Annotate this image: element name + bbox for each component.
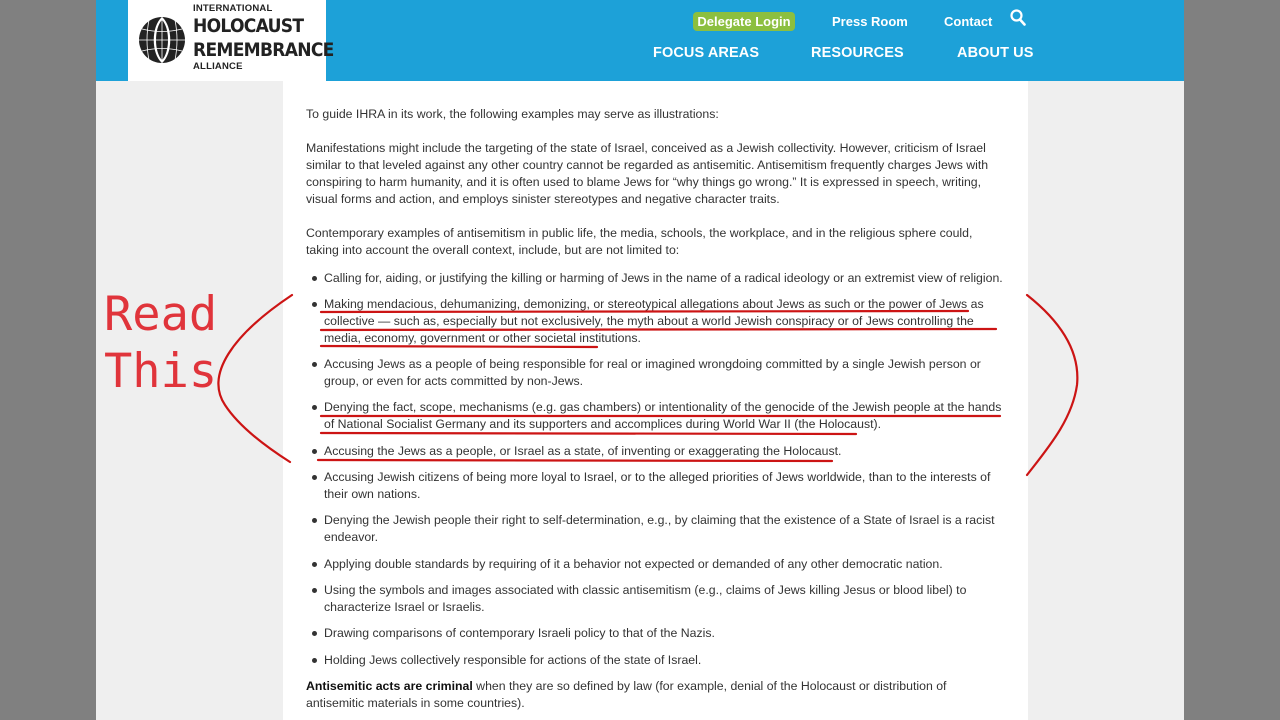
example-text: Accusing Jews as a people of being responsible for real or imagined wrongdoing committed by a single Jewish person or group, or even for acts committed by non-Jews. bbox=[324, 357, 981, 388]
logo-line-international: INTERNATIONAL bbox=[193, 3, 273, 14]
bullet bbox=[312, 362, 317, 367]
bullet bbox=[312, 588, 317, 593]
bullet bbox=[312, 658, 317, 663]
example-text: Accusing Jewish citizens of being more loyal to Israel, or to the alleged priorities of Jews worldwide, than to the interests of their own nations. bbox=[324, 470, 991, 501]
logo-text bbox=[193, 4, 349, 71]
press-room-link[interactable]: Press Room bbox=[832, 14, 908, 29]
manifestations-paragraph: Manifestations might include the targeting of the state of Israel, conceived as a Jewish collectivity. However, criticism of Israel similar to that leveled against any other country cannot be regarded as antisemitic. Antisemitism frequently charges Jews with conspiring to harm humanity, and it is often used to blame Jews for “why things go wrong.” It is expressed in speech, writing, visual forms and action, and employs sinister stereotypes and negative character traits. bbox=[306, 141, 989, 206]
bullet bbox=[312, 449, 317, 454]
intro-paragraph: To guide IHRA in its work, the following examples may serve as illustrations: bbox=[306, 107, 719, 121]
search-icon[interactable] bbox=[1010, 9, 1026, 27]
bullet bbox=[312, 562, 317, 567]
ihra-logo[interactable] bbox=[128, 0, 334, 81]
bullet bbox=[312, 475, 317, 480]
example-text: Drawing comparisons of contemporary Israeli policy to that of the Nazis. bbox=[324, 626, 715, 640]
example-text: Accusing the Jews as a people, or Israel as a state, of inventing or exaggerating the Holocaust. bbox=[324, 444, 842, 458]
globe-logo-icon bbox=[137, 16, 187, 64]
bullet bbox=[312, 405, 317, 410]
example-text: Calling for, aiding, or justifying the killing or harming of Jews in the name of a radical ideology or an extremist view of religion. bbox=[324, 271, 1003, 285]
nav-focus-areas[interactable]: FOCUS AREAS bbox=[653, 45, 760, 61]
annotation-line-this: This bbox=[104, 344, 218, 399]
example-text: Using the symbols and images associated with classic antisemitism (e.g., claims of Jews killing Jesus or blood libel) to characterize Israel or Israelis. bbox=[324, 583, 967, 614]
example-text: Denying the Jewish people their right to self-determination, e.g., by claiming that the existence of a State of Israel is a racist endeavor. bbox=[324, 513, 995, 544]
bullet bbox=[312, 631, 317, 636]
read-this-annotation bbox=[104, 286, 217, 400]
logo-line-alliance: ALLIANCE bbox=[193, 60, 243, 72]
bullet bbox=[312, 276, 317, 281]
criminal-paragraph bbox=[306, 678, 1006, 712]
example-text: Applying double standards by requiring of it a behavior not expected or demanded of any other democratic nation. bbox=[324, 557, 943, 571]
annotation-line-read: Read bbox=[104, 287, 218, 342]
delegate-login-button[interactable]: Delegate Login bbox=[693, 12, 795, 31]
logo-line-holocaust: HOLOCAUST bbox=[193, 14, 304, 37]
bullet bbox=[312, 518, 317, 523]
nav-resources[interactable]: RESOURCES bbox=[811, 45, 904, 61]
bullet bbox=[312, 302, 317, 307]
criminal-bold-text: Antisemitic acts are criminal bbox=[306, 679, 473, 693]
nav-about-us[interactable]: ABOUT US bbox=[957, 45, 1034, 61]
contemporary-paragraph: Contemporary examples of antisemitism in public life, the media, schools, the workplace, and in the religious sphere could, taking into account the overall context, include, but are not limited to: bbox=[306, 226, 973, 257]
example-text: Holding Jews collectively responsible for actions of the state of Israel. bbox=[324, 653, 702, 667]
example-text: Denying the fact, scope, mechanisms (e.g. gas chambers) or intentionality of the genocide of the Jewish people at the hands of National Socialist Germany and its supporters and accomplices during World War II (the Holocaust). bbox=[324, 400, 1002, 431]
criminal-rest-text: when they are so defined by law (for example, denial of the Holocaust or distribution of antisemitic materials in some countries). bbox=[306, 679, 947, 710]
contact-link[interactable]: Contact bbox=[944, 14, 993, 29]
example-text: Making mendacious, dehumanizing, demonizing, or stereotypical allegations about Jews as such or the power of Jews as collective — such as, especially but not exclusively, the myth about a world Jewish conspiracy or of Jews controlling the media, economy, government or other societal institutions. bbox=[324, 297, 984, 345]
logo-line-remembrance: REMEMBRANCE bbox=[193, 38, 334, 61]
